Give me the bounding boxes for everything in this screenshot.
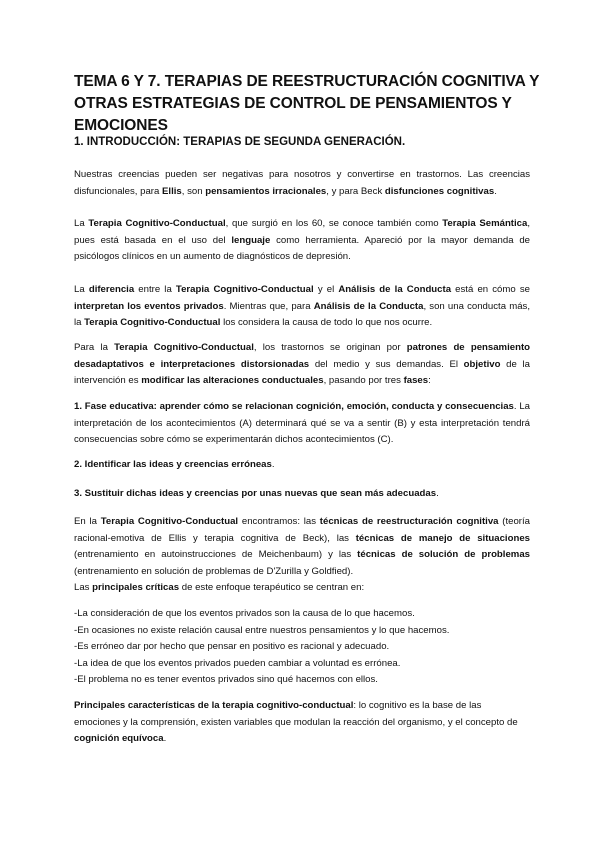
phase-3-sustituir: 3. Sustituir dichas ideas y creencias por unas nuevas que sean más adecuadas. bbox=[74, 488, 439, 499]
paragraph-diferencia: La diferencia entre la Terapia Cognitivo-Conductual y el Análisis de la Conducta está en cómo se interpretan los eventos privados. Mientras que, para Análisis de la Conducta, son una conducta más, la Terapia Cognitivo-Conductual los considera la causa de todo lo que nos ocurre. bbox=[74, 284, 530, 329]
paragraph-caracteristicas: Principales características de la terapia cognitivo-conductual: lo cognitivo es la base de las emociones y la comprensión, existen variables que modulan la reacción del organismo, y el concepto de cognición equívoca. bbox=[74, 700, 518, 745]
paragraph-terapia-semantica: La Terapia Cognitivo-Conductual, que surgió en los 60, se conoce también como Terapia Semántica, pues está basada en el uso del lenguaje como herramienta. Apareció por la mayor demanda de psicólogos clínicos en un aumento de diagnósticos de depresión. bbox=[74, 218, 531, 263]
phase-1-educativa: 1. Fase educativa: aprender cómo se relacionan cognición, emoción, conducta y consecuencias. La interpretación de los acontecimientos (A) determinará qué se va a sentir (B) y esta interpretación tendrá consecuencias sobre cómo se experimentarán dichos acontecimientos (C). bbox=[74, 401, 530, 446]
list-item: -En ocasiones no existe relación causal entre nuestros pensamientos y lo que hacemos. bbox=[74, 624, 450, 636]
paragraph-trastornos: Para la Terapia Cognitivo-Conductual, los trastornos se originan por patrones de pensamiento desadaptativos e interpretaciones distorsionadas del medio y sus demandas. El objetivo de la intervención es modificar las alteraciones conductuales, pasando por tres fases: bbox=[74, 342, 531, 387]
list-item: -Es erróneo dar por hecho que pensar en positivo es racional y adecuado. bbox=[74, 641, 390, 653]
page-title: TEMA 6 Y 7. TERAPIAS DE REESTRUCTURACIÓN COGNITIVA Y OTRAS ESTRATEGIAS DE CONTROL DE PENSAMIENTOS Y EMOCIONES bbox=[74, 73, 540, 134]
paragraph-tecnicas: En la Terapia Cognitivo-Conductual encontramos: las técnicas de reestructuración cognitiva (teoría racional-emotiva de Ellis y terapia cognitiva de Beck), las técnicas de manejo de situaciones (entrenamiento en autoinstrucciones de Meichenbaum) y las técnicas de solución de problemas (entrenamiento en solución de problemas de D'Zurilla y Goldfied). bbox=[74, 516, 531, 577]
paragraph-criticas-intro: Las principales críticas de este enfoque terapéutico se centran en: bbox=[74, 582, 365, 593]
paragraph-creencias: Nuestras creencias pueden ser negativas para nosotros y convertirse en trastornos. Las creencias disfuncionales, para Ellis, son pensamientos irracionales, y para Beck disfunciones cognitivas. bbox=[74, 169, 530, 197]
list-item: -La idea de que los eventos privados pueden cambiar a voluntad es errónea. bbox=[74, 657, 401, 669]
section-heading: 1. INTRODUCCIÓN: TERAPIAS DE SEGUNDA GENERACIÓN. bbox=[74, 136, 406, 148]
list-item: -La consideración de que los eventos privados son la causa de lo que hacemos. bbox=[74, 608, 415, 619]
list-item: -El problema no es tener eventos privados sino qué hacemos con ellos. bbox=[74, 674, 378, 686]
critiques-list bbox=[74, 606, 530, 689]
phase-2-identificar: 2. Identificar las ideas y creencias erróneas. bbox=[74, 459, 275, 470]
